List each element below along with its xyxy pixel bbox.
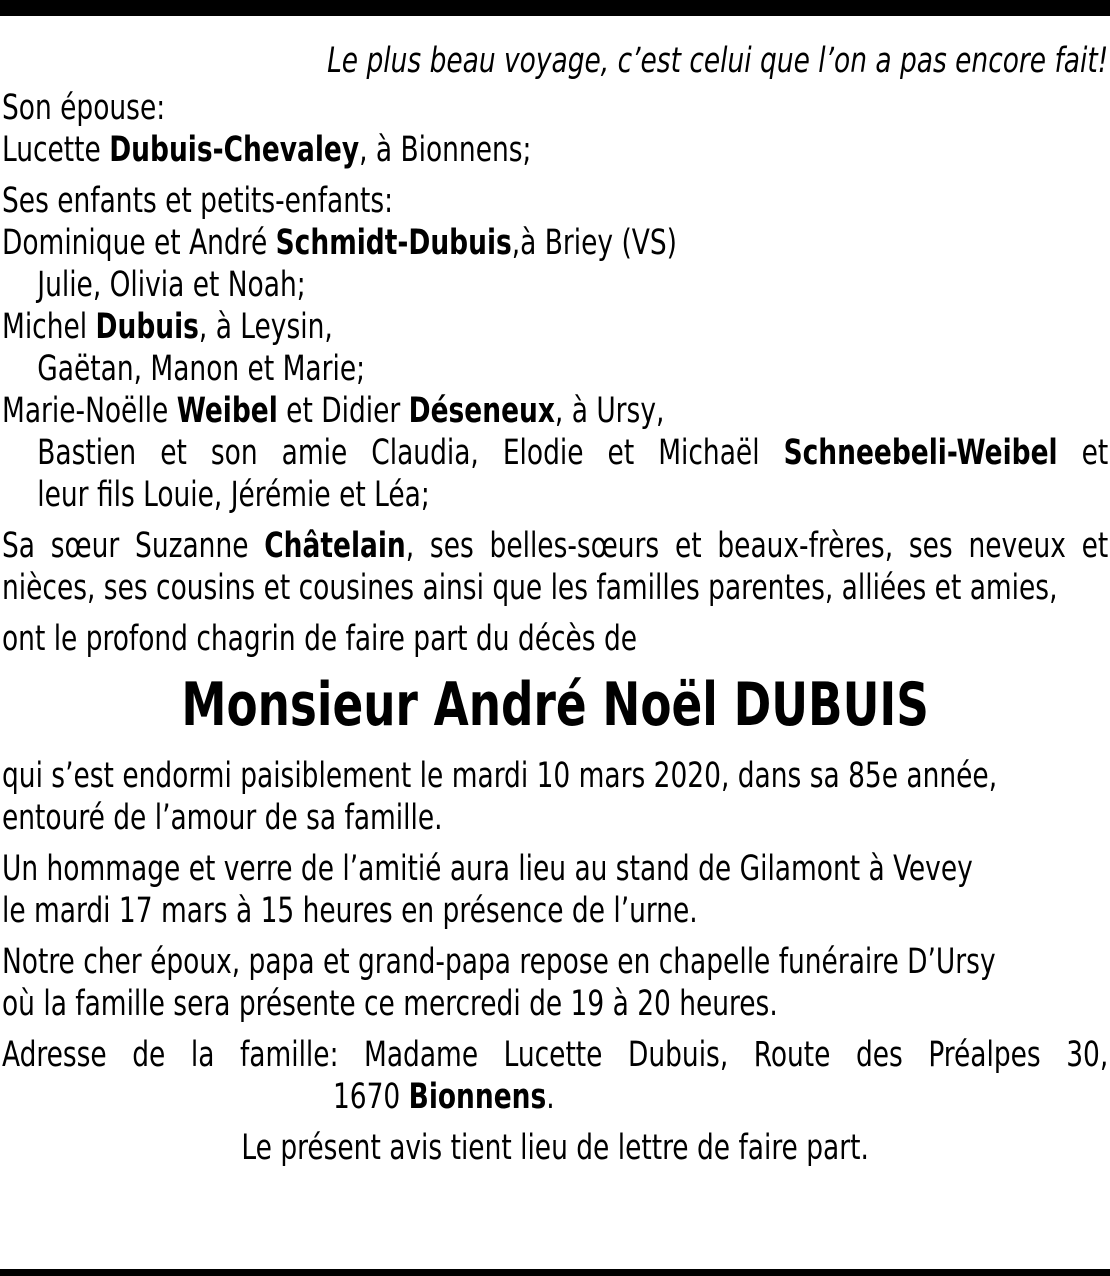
death-paragraph: [2, 755, 1108, 839]
child-place: , à Ursy,: [554, 391, 665, 431]
deceased-name: Monsieur André Noël DUBUIS: [181, 670, 929, 740]
chapel-paragraph: [2, 941, 1108, 1025]
address-end: .: [546, 1077, 555, 1117]
child-first-names: Michel: [2, 307, 88, 347]
spouse-line: [2, 129, 1108, 171]
announcement-line: ont le profond chagrin de faire part du décès de: [2, 619, 638, 659]
child-partner-surname: Déseneux: [408, 391, 555, 431]
child-surname: Dubuis: [95, 307, 199, 347]
bottom-rule: [0, 1269, 1110, 1276]
tribute-paragraph: [2, 848, 1108, 932]
child-surname: Schmidt-Dubuis: [275, 223, 512, 263]
spouse-heading: Son épouse:: [2, 88, 166, 128]
address-line: [2, 1076, 1108, 1118]
chapel-line: où la famille sera présente ce mercredi de 19 à 20 heures.: [2, 984, 778, 1024]
child-partner-name: et Didier: [286, 391, 401, 431]
sister-surname: Châtelain: [264, 526, 406, 566]
child-place: , à Leysin,: [198, 307, 333, 347]
grandchildren-surname: Schneebeli-Weibel: [783, 433, 1058, 473]
grandchildren-line: Gaëtan, Manon et Marie;: [37, 349, 366, 389]
spouse-section: [2, 87, 1108, 171]
grandchildren-line: leur fils Louie, Jérémie et Léa;: [37, 475, 430, 515]
grandchildren-names: Bastien et son amie Claudia, Elodie et Michaël: [37, 433, 760, 473]
grandchildren-line: [2, 432, 1108, 474]
child-entry: [2, 306, 1108, 348]
family-address: [2, 1034, 1108, 1118]
spouse-surname: Dubuis-Chevaley: [109, 130, 360, 170]
sister-intro: Sa sœur Suzanne: [2, 526, 249, 566]
child-entry: [2, 390, 1108, 432]
address-line: Adresse de la famille: Madame Lucette Dubuis, Route des Préalpes 30,: [2, 1035, 1109, 1075]
child-place: ,à Briey (VS): [511, 223, 677, 263]
chapel-line: Notre cher époux, papa et grand-papa repose en chapelle funéraire D’Ursy: [2, 942, 996, 982]
address-town: Bionnens: [408, 1077, 547, 1117]
address-postcode: 1670: [332, 1077, 401, 1117]
spouse-place: , à Bionnens;: [359, 130, 532, 170]
child-first-names: Dominique et André: [2, 223, 268, 263]
relatives-paragraph: [2, 525, 1108, 609]
child-entry: [2, 222, 1108, 264]
tribute-line: Un hommage et verre de l’amitié aura lieu au stand de Gilamont à Vevey: [2, 849, 973, 889]
obituary-notice: [2, 40, 1108, 1169]
spouse-first-name: Lucette: [2, 130, 101, 170]
child-first-names: Marie-Noëlle: [2, 391, 169, 431]
closing-line: Le présent avis tient lieu de lettre de faire part.: [241, 1128, 869, 1168]
death-line: qui s’est endormi paisiblement le mardi 10 mars 2020, dans sa 85e année,: [2, 756, 998, 796]
children-heading: Ses enfants et petits-enfants:: [2, 181, 394, 221]
child-surname: Weibel: [176, 391, 278, 431]
grandchildren-conjunction: et: [1081, 433, 1109, 473]
death-line: entouré de l’amour de sa famille.: [2, 798, 443, 838]
relatives-list: , ses belles-sœurs et beaux-frères, ses neveux et nièces, ses cousins et cousines ainsi que les familles parentes, alliées et amies,: [2, 526, 1109, 608]
grandchildren-line: Julie, Olivia et Noah;: [37, 265, 306, 305]
top-rule: [0, 0, 1110, 16]
tribute-line: le mardi 17 mars à 15 heures en présence de l’urne.: [2, 891, 698, 931]
children-section: [2, 180, 1108, 516]
epigraph-quote: Le plus beau voyage, c’est celui que l’on a pas encore fait!: [327, 41, 1109, 81]
